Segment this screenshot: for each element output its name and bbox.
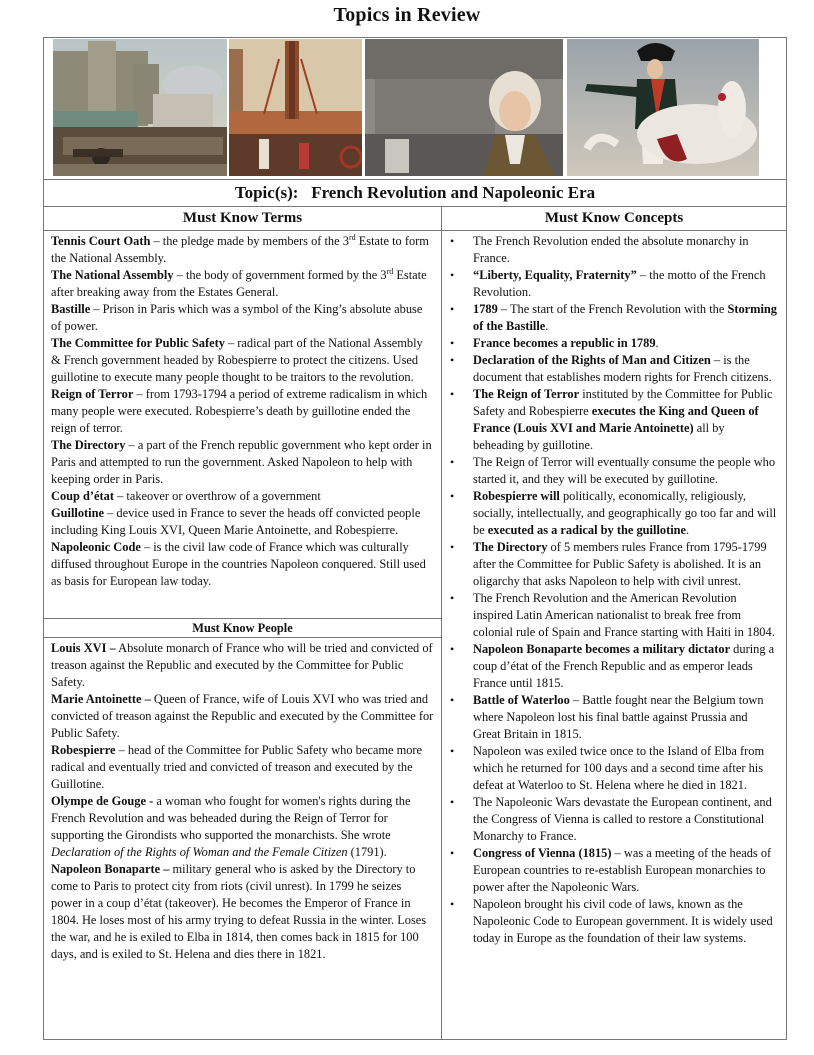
bullet-icon: • — [450, 591, 455, 605]
concept-item — [442, 743, 778, 794]
term-entry — [51, 233, 435, 267]
term-name: Napoleonic Code — [51, 540, 141, 554]
concept-emphasis: Battle of Waterloo — [473, 693, 570, 707]
term-entry — [51, 437, 435, 488]
concept-text: The French Revolution and the American Revolution inspired Latin American nationalist to break free from colonial rule of Spain and France starting with Haiti in 1804. — [473, 591, 775, 639]
concept-emphasis: Robespierre will — [473, 489, 560, 503]
concept-text: of 5 members rules France from 1795-1799 after the Committee for Public Safety is abolished. It is an oligarchy that asks Napoleon to help with civil unrest. — [473, 540, 767, 588]
concept-emphasis: The Directory — [473, 540, 548, 554]
concept-text: Napoleon brought his civil code of laws, known as the Napoleonic Code to European government. It is widely used today in Europe as the foundation of their law systems. — [473, 897, 773, 945]
topic-label: Topic(s): — [234, 183, 299, 202]
bullet-icon: • — [450, 455, 455, 469]
concept-item — [442, 301, 778, 335]
term-entry — [51, 335, 435, 386]
document-title: Declaration of the Rights of Woman and the Female Citizen — [51, 845, 348, 859]
storming-of-bastille-painting — [53, 39, 227, 176]
person-description: Queen of France, wife of Louis XVI who was tried and convicted of treason against the Republic and executed by the Committee for Public Safety. — [51, 692, 434, 740]
concept-item — [442, 539, 778, 590]
term-definition: Estate after breaking away from the Estates General. — [51, 268, 427, 299]
term-name: Reign of Terror — [51, 387, 134, 401]
review-table — [43, 37, 787, 1040]
concept-text: The Napoleonic Wars devastate the European continent, and the Congress of Vienna is called to restore a Constitutional Monarchy to France. — [473, 795, 772, 843]
concept-text: instituted by the Committee for Public Safety and Robespierre — [473, 387, 773, 418]
concept-emphasis: executed as a radical by the guillotine — [487, 523, 687, 537]
concept-emphasis: executes the King and Queen of France (Louis XVI and Marie Antoinette) — [473, 404, 759, 435]
concept-text: all by beheading by guillotine. — [473, 421, 725, 452]
page-title: Topics in Review — [333, 4, 481, 26]
concept-item — [442, 692, 778, 743]
concept-item — [442, 233, 778, 267]
term-entry — [51, 505, 435, 539]
concept-item — [442, 335, 778, 352]
concept-text: . — [545, 319, 549, 333]
concepts-header: Must Know Concepts — [442, 207, 786, 231]
napoleon-on-horse-painting — [567, 39, 759, 176]
concept-emphasis: The Reign of Terror — [473, 387, 580, 401]
concept-text: The French Revolution ended the absolute monarchy in France. — [473, 234, 749, 265]
concept-emphasis: “Liberty, Equality, Fraternity” — [473, 268, 637, 282]
guillotine-execution-painting — [229, 39, 362, 176]
term-name: Bastille — [51, 302, 91, 316]
person-name: Olympe de Gouge - — [51, 794, 154, 808]
term-superscript: rd — [348, 232, 356, 242]
concept-item — [442, 641, 778, 692]
term-name: The Committee for Public Safety — [51, 336, 225, 350]
person-name: Marie Antoinette – — [51, 692, 151, 706]
term-name: Guillotine — [51, 506, 105, 520]
bullet-icon: • — [450, 302, 455, 316]
bullet-icon: • — [450, 353, 455, 367]
terms-and-people-column — [44, 231, 442, 1039]
people-header: Must Know People — [44, 618, 441, 638]
term-name: The Directory — [51, 438, 126, 452]
terms-header: Must Know Terms — [44, 207, 442, 231]
bullet-icon: • — [450, 642, 455, 656]
concept-item — [442, 352, 778, 386]
term-superscript: rd — [386, 266, 394, 276]
concepts-column — [442, 231, 786, 1039]
person-entry — [51, 861, 435, 963]
concept-emphasis: 1789 — [473, 302, 498, 316]
person-name: Napoleon Bonaparte – — [51, 862, 170, 876]
person-name: Robespierre — [51, 743, 116, 757]
concept-item — [442, 267, 778, 301]
people-list — [44, 638, 441, 963]
term-definition: – device used in France to sever the heads off convicted people including King Louis XVI, Queen Marie Antoinette, and Robespierre. — [51, 506, 421, 537]
concept-item — [442, 896, 778, 947]
person-description: Absolute monarch of France who will be tried and convicted of treason against the Republic and executed by the Committee for Public Safety. — [51, 641, 433, 689]
term-entry — [51, 301, 435, 335]
person-description: military general who is asked by the Directory to come to Paris to protect city from riots (civil unrest). In 1799 he seizes power in a coup d’état (takeover). He becomes the Emperor of France in 1804. He loses most of his army trying to defeat Russia in the winter. Loses the war, and he is exiled to Elba in 1814, then comes back in 1815 for 100 days, and is exiled to St. Helena and dies there in 1821. — [51, 862, 427, 961]
term-entry — [51, 488, 435, 505]
bullet-icon: • — [450, 744, 455, 758]
bullet-icon: • — [450, 234, 455, 248]
concept-text: during a coup d’état of the French Republic and as emperor leads France until 1815. — [473, 642, 775, 690]
person-description-tail: (1791). — [347, 845, 387, 859]
term-definition: – radical part of the National Assembly & French government headed by Robespierre to protect the citizens. Used guillotine to execute many people thought to be traitors to the revolution. — [51, 336, 423, 384]
concept-item — [442, 590, 778, 641]
term-name: The National Assembly — [51, 268, 174, 282]
term-name: Coup d’état — [51, 489, 114, 503]
concept-text: – The start of the French Revolution with the — [497, 302, 728, 316]
concept-text: – is the document that establishes modern rights for French citizens. — [473, 353, 772, 384]
concept-text: – was a meeting of the heads of European countries to re-establish European monarchies to power after the Napoleonic Wars. — [473, 846, 772, 894]
term-name: Tennis Court Oath — [51, 234, 151, 248]
bullet-icon: • — [450, 268, 455, 282]
concept-text: Napoleon was exiled twice once to the Island of Elba from which he returned for 100 days and a second time after his defeat at Waterloo to St. Helena where he died in 1821. — [473, 744, 765, 792]
term-entry — [51, 267, 435, 301]
bullet-icon: • — [450, 846, 455, 860]
concept-item — [442, 454, 778, 488]
concept-item — [442, 845, 778, 896]
person-entry — [51, 691, 435, 742]
concept-emphasis: Storming of the Bastille — [473, 302, 778, 333]
concept-text: – Battle fought near the Belgium town where Napoleon lost his final battle against Prussia and Great Britain in 1815. — [473, 693, 764, 741]
concept-emphasis: France becomes a republic in 1789 — [473, 336, 656, 350]
term-definition: – takeover or overthrow of a government — [114, 489, 321, 503]
topic-heading — [44, 179, 786, 207]
bullet-icon: • — [450, 795, 455, 809]
term-definition: – is the civil law code of France which was culturally diffused throughout Europe in the countries Napoleon conquered. Still used as basis for European law today. — [51, 540, 426, 588]
concept-item — [442, 794, 778, 845]
bullet-icon: • — [450, 489, 455, 503]
concept-item — [442, 488, 778, 539]
person-description: – head of the Committee for Public Safety who became more radical and eventually tried and convicted of treason and executed by the Guillotine. — [51, 743, 423, 791]
concept-text: – the motto of the French Revolution. — [473, 268, 766, 299]
person-name: Louis XVI – — [51, 641, 116, 655]
robespierre-assembly-engraving — [365, 39, 563, 176]
bullet-icon: • — [450, 387, 455, 401]
term-definition: Estate to form the National Assembly. — [51, 234, 429, 265]
term-text: – the body of government formed by the 3 — [173, 268, 387, 282]
image-strip — [44, 38, 786, 180]
concept-emphasis: Napoleon Bonaparte becomes a military dictator — [473, 642, 731, 656]
term-entry — [51, 539, 435, 590]
concept-text: The Reign of Terror will eventually consume the people who started it, and they will be executed by guillotine. — [473, 455, 776, 486]
term-entry — [51, 386, 435, 437]
person-description: a woman who fought for women's rights during the French Revolution and was beheaded during the Reign of Terror for supporting the Girondists who supported the monarchists. She wrote — [51, 794, 411, 842]
terms-list — [44, 231, 441, 590]
term-definition: – from 1793-1794 a period of extreme radicalism in which many people were executed. Robespierre’s death by guillotine ended the reign of terror. — [51, 387, 428, 435]
bullet-icon: • — [450, 540, 455, 554]
person-entry — [51, 793, 435, 861]
bullet-icon: • — [450, 897, 455, 911]
term-definition: – Prison in Paris which was a symbol of the King’s absolute abuse of power. — [51, 302, 423, 333]
topic-value: French Revolution and Napoleonic Era — [311, 183, 596, 202]
concept-emphasis: Declaration of the Rights of Man and Citizen — [473, 353, 711, 367]
concepts-list — [442, 231, 786, 947]
concept-emphasis: Congress of Vienna (1815) — [473, 846, 612, 860]
concept-text: politically, economically, religiously, socially, intellectually, and geographically go too far and will be — [473, 489, 777, 537]
concept-text: . — [686, 523, 690, 537]
bullet-icon: • — [450, 336, 455, 350]
person-entry — [51, 640, 435, 691]
concept-item — [442, 386, 778, 454]
person-entry — [51, 742, 435, 793]
term-definition: – a part of the French republic government who kept order in Paris and attempted to run the government. Asked Napoleon to help with keeping order in Paris. — [51, 438, 432, 486]
concept-text: . — [655, 336, 659, 350]
bullet-icon: • — [450, 693, 455, 707]
term-text: – the pledge made by members of the 3 — [150, 234, 349, 248]
